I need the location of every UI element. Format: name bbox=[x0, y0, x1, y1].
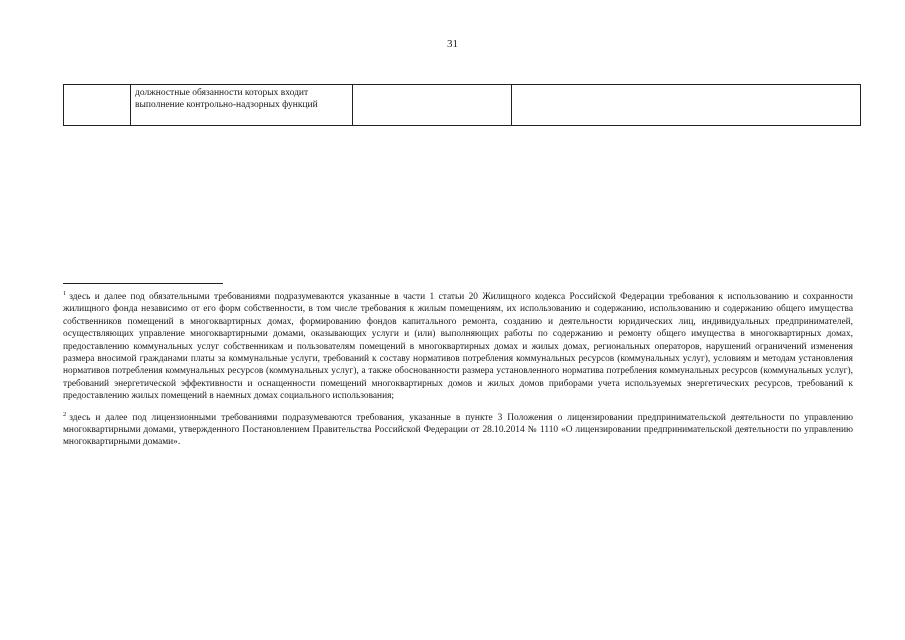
footnote-text: здесь и далее под обязательными требованиями подразумеваются указанные в части 1 статьи 20 Жилищного кодекса Российской Федерации требования к использованию и сохранности жилищного фонда независимо от его форм собственности, в том числе требования к жилым помещениям, их использованию и содержанию, использованию и содержанию общего имущества собственников помещений в многоквартирных домах, формированию фондов капитального ремонта, созданию и деятельности юридических лиц, индивидуальных предпринимателей, осуществляющих управление многоквартирными домами, оказывающих услуги и (или) выполняющих работы по содержанию и ремонту общего имущества в многоквартирных домах, предоставлению коммунальных услуг собственникам и пользователям помещений в многоквартирных домах и жилых домах, региональных операторов, нарушений ограничений изменения размера вносимой гражданами платы за коммунальные услуги, требований к составу нормативов потребления коммунальных ресурсов (коммунальных услуг), условиям и методам установления нормативов потребления коммунальных ресурсов (коммунальных услуг), а также обоснованности размера установленного норматива потребления коммунальных ресурсов (коммунальных услуг), требований энергетической эффективности и оснащенности помещений многоквартирных домов и жилых домов приборами учета используемых энергетических ресурсов, требований к предоставлению жилых помещений в наемных домах социального использования; bbox=[63, 292, 853, 402]
table-cell-1 bbox=[64, 85, 131, 126]
footnote-separator bbox=[63, 283, 223, 284]
footnote-1 bbox=[63, 291, 853, 403]
footnote-text: здесь и далее под лицензионными требованиями подразумеваются требования, указанные в пункте 3 Положения о лицензировании предпринимательской деятельности по управлению многоквартирными домами, утвержденного Постановлением Правительства Российской Федерации от 28.10.2014 № 1110 «О лицензировании предпринимательской деятельности по управлению многоквартирными домами». bbox=[63, 412, 853, 448]
page-number: 31 bbox=[447, 38, 458, 50]
table-cell-4 bbox=[512, 85, 861, 126]
footnote-2 bbox=[63, 412, 853, 449]
table-cell-3 bbox=[353, 85, 512, 126]
footnote-mark: 2 bbox=[63, 410, 67, 418]
footnote-mark: 1 bbox=[63, 289, 67, 297]
continuation-table bbox=[63, 84, 861, 126]
footnotes bbox=[63, 291, 853, 458]
table-cell-2: должностные обязанности которых входит выполнение контрольно-надзорных функций bbox=[131, 85, 353, 126]
table-row bbox=[64, 85, 861, 126]
